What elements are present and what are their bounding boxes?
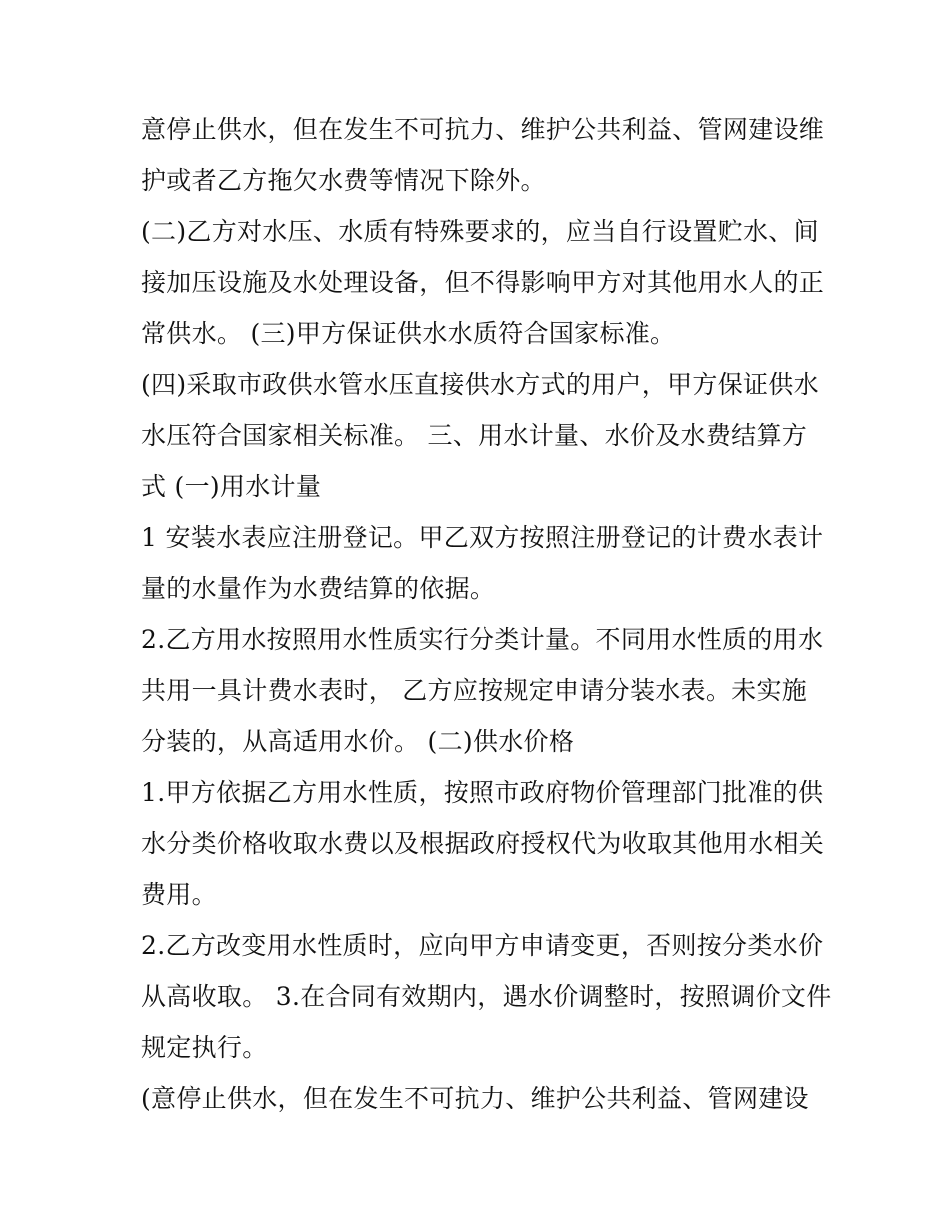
text-line: 费用。 [141, 880, 217, 909]
text-line: 式 (一)用水计量 [141, 472, 322, 501]
text-line: (二)乙方对水压、水质有特殊要求的，应当自行设置贮水、间 [141, 217, 819, 246]
text-line: 水压符合国家相关标准。 三、用水计量、水价及水费结算方 [141, 421, 808, 450]
text-line: 1 安装水表应注册登记。甲乙双方按照注册登记的计费水表计 [141, 523, 824, 552]
text-line: 常供水。 (三)甲方保证供水水质符合国家标准。 [141, 319, 676, 348]
text-line: 接加压设施及水处理设备，但不得影响甲方对其他用水人的正 [141, 268, 825, 297]
text-line: 从高收取。 3.在合同有效期内，遇水价调整时，按照调价文件 [141, 982, 832, 1011]
text-line: 规定执行。 [141, 1033, 268, 1062]
text-line: (意停止供水，但在发生不可抗力、维护公共利益、管网建设 [141, 1084, 809, 1113]
text-line: (四)采取市政供水管水压直接供水方式的用户，甲方保证供水 [141, 370, 819, 399]
document-body [141, 104, 832, 1124]
text-line: 护或者乙方拖欠水费等情况下除外。 [141, 166, 546, 195]
text-line: 水分类价格收取水费以及根据政府授权代为收取其他用水相关 [141, 829, 825, 858]
text-line: 共用一具计费水表时， 乙方应按规定申请分装水表。未实施 [141, 676, 808, 705]
text-line: 2.乙方用水按照用水性质实行分类计量。不同用水性质的用水 [141, 625, 824, 654]
text-line: 2.乙方改变用水性质时，应向甲方申请变更，否则按分类水价 [141, 931, 824, 960]
text-line: 分装的，从高适用水价。 (二)供水价格 [141, 727, 575, 756]
text-line: 量的水量作为水费结算的依据。 [141, 574, 496, 603]
text-line: 意停止供水，但在发生不可抗力、维护公共利益、管网建设维 [141, 115, 825, 144]
text-line: 1.甲方依据乙方用水性质，按照市政府物价管理部门批准的供 [141, 778, 824, 807]
